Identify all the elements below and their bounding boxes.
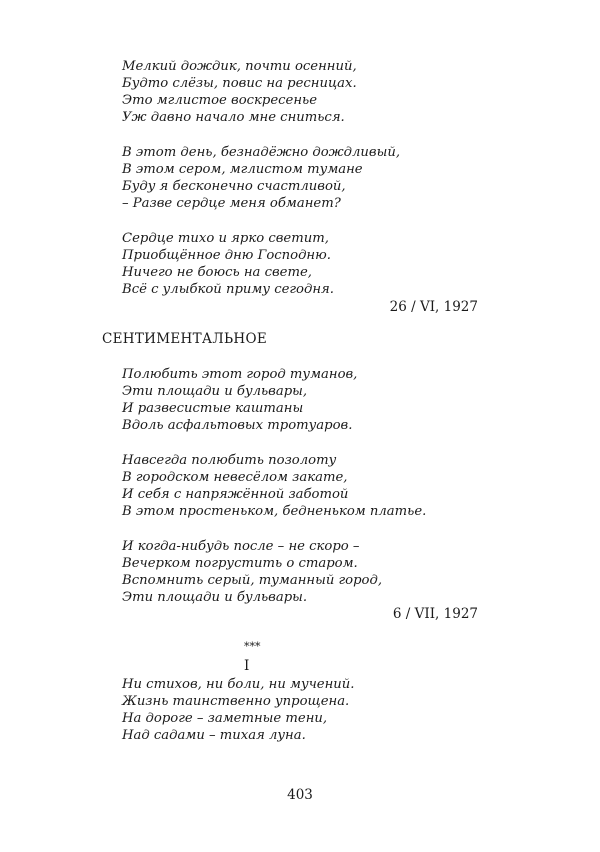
- poem-line: Над садами – тихая луна.: [122, 728, 306, 743]
- poem-line: Навсегда полюбить позолоту: [122, 453, 337, 468]
- poem-line: Жизнь таинственно упрощена.: [122, 694, 350, 709]
- poem-line: Вечерком погрустить о старом.: [122, 556, 358, 571]
- poem-line: В этом простеньком, бедненьком платье.: [122, 504, 427, 519]
- poem-line: Будто слёзы, повис на ресницах.: [122, 76, 357, 91]
- poem-line: Вспомнить серый, туманный город,: [122, 573, 383, 588]
- poem-line: Это мглистое воскресенье: [122, 93, 318, 108]
- poem-line: Буду я бесконечно счастливой,: [122, 179, 346, 194]
- poem-line: В городском невесёлом закате,: [122, 470, 348, 485]
- poem-line: Эти площади и бульвары,: [122, 384, 308, 399]
- poem-line: И развесистые каштаны: [122, 401, 304, 416]
- poem-date: 6 / VII, 1927: [392, 606, 478, 622]
- poem-line: – Разве сердце меня обманет?: [122, 196, 341, 211]
- poem-line: Полюбить этот город туманов,: [122, 367, 358, 382]
- poem-line: И себя с напряжённой заботой: [122, 487, 349, 502]
- poem-line: В этот день, безнадёжно дождливый,: [122, 145, 401, 160]
- poem-line: Эти площади и бульвары.: [122, 590, 308, 605]
- poem-line: Ни стихов, ни боли, ни мучений.: [122, 677, 355, 692]
- poem-line: В этом сером, мглистом тумане: [122, 162, 363, 177]
- poem-line: Сердце тихо и ярко светит,: [122, 231, 329, 246]
- poem-line: Уж давно начало мне сниться.: [122, 110, 345, 125]
- poem-line: Приобщённое дню Господню.: [122, 248, 331, 263]
- poem-number: I: [244, 658, 250, 674]
- section-separator: ***: [244, 640, 261, 653]
- poem-line: Вдоль асфальтовых тротуаров.: [122, 418, 353, 433]
- poem-date: 26 / VI, 1927: [389, 299, 478, 315]
- poem-line: Всё с улыбкой приму сегодня.: [122, 282, 334, 297]
- poem-line: Мелкий дождик, почти осенний,: [122, 59, 357, 74]
- poem-title: СЕНТИМЕНТАЛЬНОЕ: [102, 331, 267, 347]
- poem-line: И когда-нибудь после – не скоро –: [122, 539, 360, 554]
- poem-line: На дороге – заметные тени,: [122, 711, 328, 726]
- poem-line: Ничего не боюсь на свете,: [122, 265, 312, 280]
- page-number: 403: [287, 787, 313, 803]
